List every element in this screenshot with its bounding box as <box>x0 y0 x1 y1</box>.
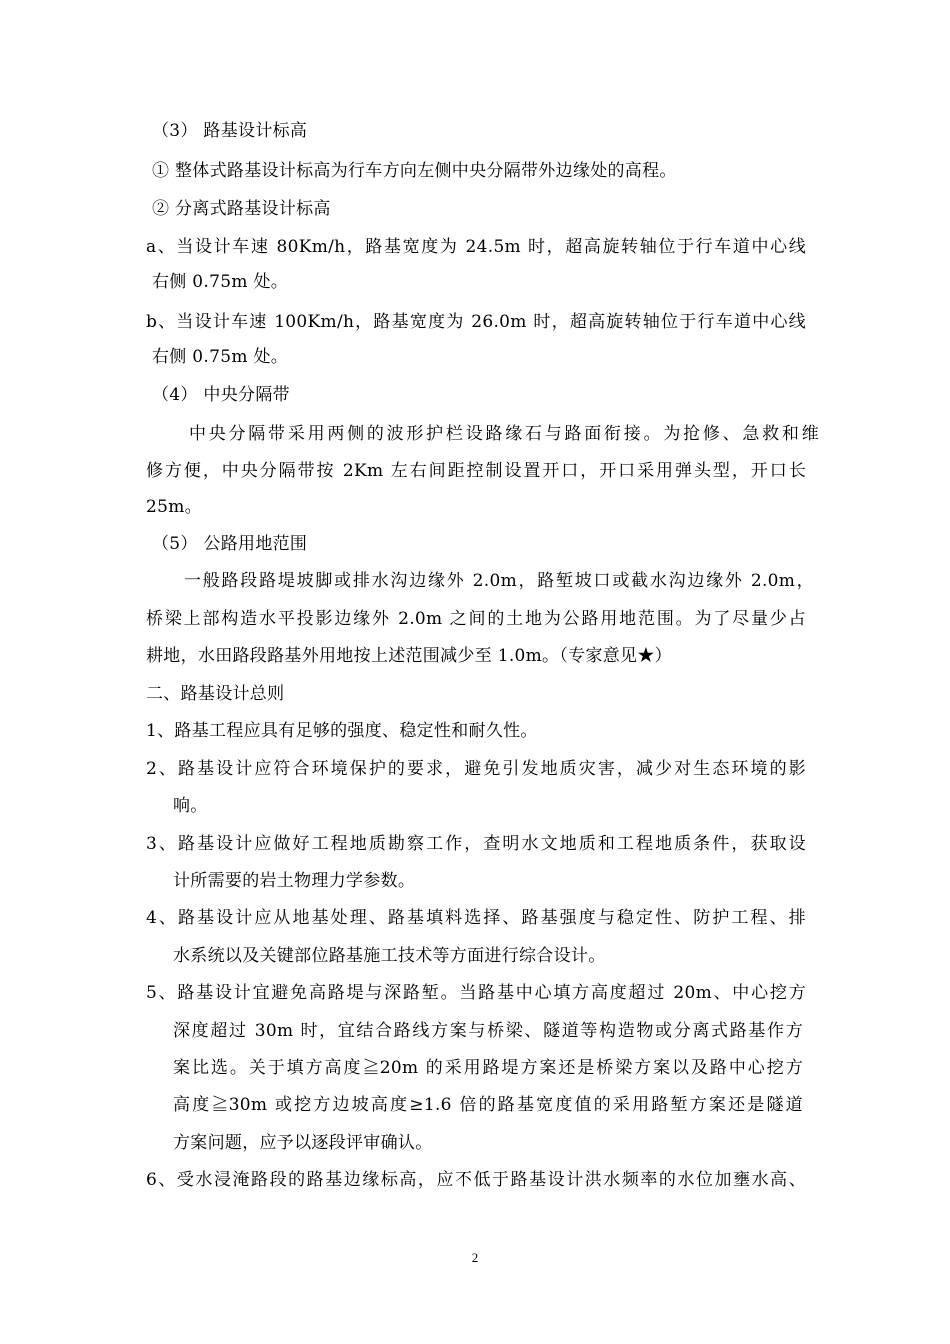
section-heading-4: （4） 中央分隔带 <box>152 385 290 405</box>
section-heading-5: （5） 公路用地范围 <box>152 534 308 554</box>
paragraph-line: 一般路段路堤坡脚或排水沟边缘外 2.0m，路堑坡口或截水沟边缘外 2.0m， <box>184 571 814 591</box>
list-item-continuation: 深度超过 30m 时，宜结合路线方案与桥梁、隧道等构造物或分离式路基作方 <box>173 1021 803 1041</box>
paragraph-line: 右侧 0.75m 处。 <box>152 272 289 292</box>
list-item-continuation: 高度≧30m 或挖方边坡高度≥1.6 倍的路基宽度值的采用路堑方案还是隧道 <box>173 1095 803 1115</box>
list-item-continuation: 案比选。关于填方高度≧20m 的采用路堤方案还是桥梁方案以及路中心挖方 <box>173 1058 803 1078</box>
section-heading-3: （3） 路基设计标高 <box>152 121 308 141</box>
paragraph-line: 中央分隔带采用两侧的波形护栏设路缘石与路面衔接。为抢修、急救和维 <box>189 424 819 444</box>
paragraph-line: 修方便，中央分隔带按 2Km 左右间距控制设置开口，开口采用弹头型，开口长 <box>146 461 806 481</box>
list-item-continuation: 水系统以及关键部位路基施工技术等方面进行综合设计。 <box>173 946 606 966</box>
paragraph-line: ② 分离式路基设计标高 <box>152 199 331 219</box>
list-item: 4、路基设计应从地基处理、路基填料选择、路基强度与稳定性、防护工程、排 <box>146 908 806 928</box>
paragraph-line: ① 整体式路基设计标高为行车方向左侧中央分隔带外边缘处的高程。 <box>152 161 677 181</box>
list-item: 5、路基设计宜避免高路堤与深路堑。当路基中心填方高度超过 20m、中心挖方 <box>146 983 806 1003</box>
paragraph-line: b、当设计车速 100Km/h，路基宽度为 26.0m 时，超高旋转轴位于行车道中心线 <box>146 312 806 332</box>
list-item: 6、受水浸淹路段的路基边缘标高，应不低于路基设计洪水频率的水位加壅水高、 <box>146 1170 806 1190</box>
list-item: 1、路基工程应具有足够的强度、稳定性和耐久性。 <box>146 721 538 741</box>
paragraph-line: 桥梁上部构造水平投影边缘外 2.0m 之间的土地为公路用地范围。为了尽量少占 <box>146 609 806 629</box>
list-item-continuation: 计所需要的岩土物理力学参数。 <box>173 871 416 891</box>
list-item-continuation: 方案问题，应予以逐段评审确认。 <box>173 1133 433 1153</box>
page-number: 2 <box>471 1250 479 1265</box>
chapter-heading: 二、路基设计总则 <box>146 684 285 704</box>
list-item-continuation: 响。 <box>173 796 208 816</box>
list-item: 2、路基设计应符合环境保护的要求，避免引发地质灾害，减少对生态环境的影 <box>146 759 806 779</box>
list-item: 3、路基设计应做好工程地质勘察工作，查明水文地质和工程地质条件，获取设 <box>146 834 806 854</box>
paragraph-line: 25m。 <box>146 497 202 517</box>
paragraph-line: 右侧 0.75m 处。 <box>152 347 289 367</box>
paragraph-line: 耕地，水田路段路基外用地按上述范围减少至 1.0m。（专家意见★） <box>146 646 672 666</box>
paragraph-line: a、当设计车速 80Km/h，路基宽度为 24.5m 时，超高旋转轴位于行车道中心线 <box>146 237 806 257</box>
